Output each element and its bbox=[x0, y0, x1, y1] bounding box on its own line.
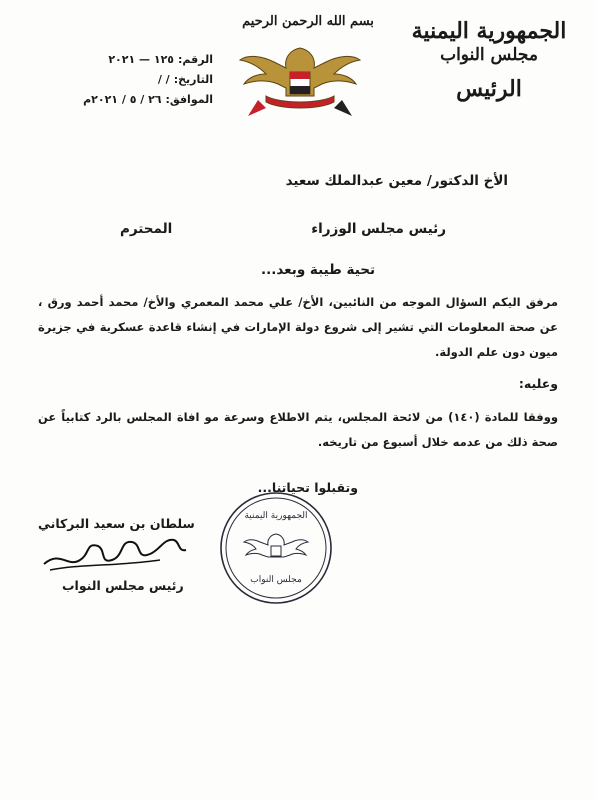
body-paragraph-1: مرفق اليكم السؤال الموجه من النائبين، الأخ/ علي محمد المعمري والأخ/ محمد أحمد ورق ، عن صحة المعلومات التي تشير إلى شروع دولة الإمارات في إنشاء قاعدة عسكرية في جزيرة ميون دون علم الدولة. bbox=[38, 295, 558, 359]
letterhead-right bbox=[404, 18, 574, 102]
office-name: الرئيس bbox=[456, 76, 522, 102]
seal-top-text: الجمهورية اليمنية bbox=[244, 511, 308, 521]
ref-label: الرقم: bbox=[178, 53, 213, 66]
institution-name: مجلس النواب bbox=[440, 45, 538, 65]
therefore-label: وعليه: bbox=[518, 376, 558, 391]
official-seal-icon bbox=[218, 490, 334, 606]
addressee-title: رئيس مجلس الوزراء bbox=[311, 221, 446, 237]
date-label: التاريخ: bbox=[173, 73, 213, 86]
date-row bbox=[38, 70, 213, 90]
corresponding-label: الموافق: bbox=[165, 93, 213, 106]
signature-icon bbox=[40, 520, 190, 580]
date-value: / / bbox=[157, 73, 170, 86]
addressee: الأخ الدكتور/ معين عبدالملك سعيد bbox=[285, 173, 508, 189]
closing: وتقبلوا تحياتنا... bbox=[257, 480, 358, 495]
honorific: المحترم bbox=[120, 221, 173, 237]
ref-value: ١٢٥ — ٢٠٢١ bbox=[108, 53, 175, 66]
addressee-title-line bbox=[120, 221, 446, 237]
signatory-name: سلطان بن سعيد البركاني bbox=[38, 516, 195, 531]
country-name: الجمهورية اليمنية bbox=[411, 18, 567, 44]
eagle-emblem-icon bbox=[236, 38, 364, 122]
letter-reference bbox=[38, 50, 213, 110]
seal-bottom-text: مجلس النواب bbox=[250, 575, 302, 585]
corresponding-value: ٢٦ / ٥ / ٢٠٢١م bbox=[83, 93, 162, 106]
corresponding-date-row bbox=[38, 90, 213, 110]
greeting: تحية طيبة وبعد... bbox=[260, 262, 376, 278]
body-paragraph-2: ووفقا للمادة (١٤٠) من لائحة المجلس، يتم الاطلاع وسرعة مو افاة المجلس بالرد كتابياً عن صحة ذلك من عدمه خلال أسبوع من تاريخه. bbox=[38, 410, 559, 449]
signatory-title: رئيس مجلس النواب bbox=[62, 578, 184, 593]
ref-number-row bbox=[38, 50, 213, 70]
basmala: بسم الله الرحمن الرحيم bbox=[242, 14, 374, 29]
